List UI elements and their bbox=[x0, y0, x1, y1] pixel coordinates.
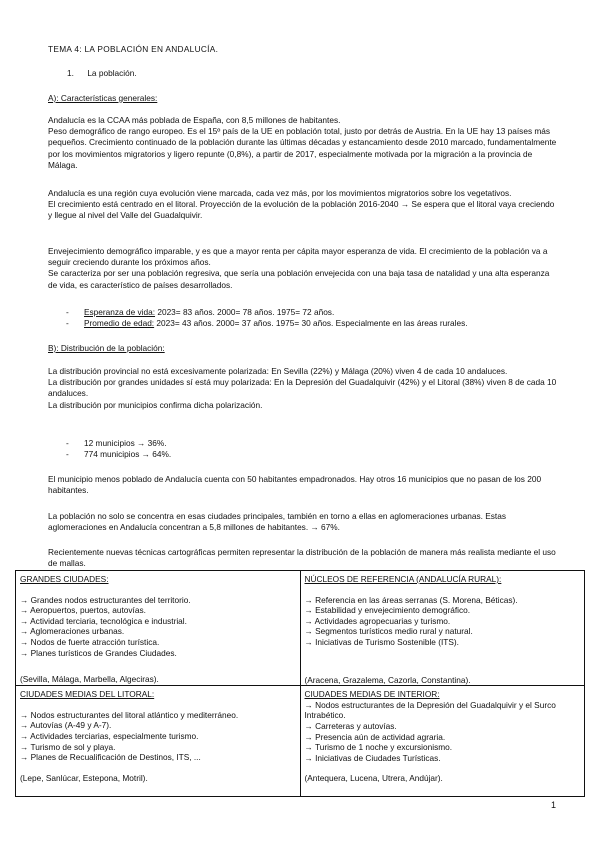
section-b-heading: B): Distribución de la población: bbox=[48, 343, 165, 353]
cell-examples: (Aracena, Grazalema, Cazorla, Constantina). bbox=[304, 674, 471, 685]
paragraph-text: La distribución por municipios confirma dicha polarización. bbox=[48, 399, 263, 410]
paragraph-text: La población no solo se concentra en esas ciudades principales, también en torno a ellas en aglomeraciones urbanas. Estas aglomeraciones en Andalucía concentran a 5,8 millones de habitantes. → 67%. bbox=[48, 511, 506, 533]
subsection-label: La población. bbox=[87, 68, 137, 78]
list-item: → Aeropuertos, puertos, autovías. bbox=[20, 605, 146, 616]
list-item: → Carreteras y autovías. bbox=[304, 720, 397, 731]
section-b-paragraph-2 bbox=[48, 474, 560, 496]
list-item: → Planes turísticos de Grandes Ciudades. bbox=[20, 647, 177, 658]
section-a-heading: A): Características generales: bbox=[48, 93, 158, 103]
page-number: 1 bbox=[551, 800, 557, 810]
subsection-title bbox=[67, 68, 137, 79]
list-item: → Estabilidad y envejecimiento demográfico. bbox=[304, 605, 471, 616]
list-item: → Nodos estructurantes del litoral atlántico y mediterráneo. bbox=[20, 709, 239, 720]
bullet-label: Esperanza de vida: bbox=[84, 307, 156, 317]
paragraph-text: La distribución por grandes unidades sí está muy polarizada: En la Depresión del Guadalquivir (42%) y el Litoral (38%) viven 8 de cada 10 andaluces. bbox=[48, 377, 557, 399]
paragraph-text: El crecimiento está centrado en el litoral. Proyección de la evolución de la población 2016-2040 → Se espera que el litoral vaya creciendo y llegue al nivel del Valle del Guadalquivir. bbox=[48, 199, 555, 221]
document-title: TEMA 4: LA POBLACIÓN EN ANDALUCÍA. bbox=[48, 44, 219, 54]
list-item: → Grandes nodos estructurantes del territorio. bbox=[20, 594, 191, 605]
bullet-text: 2023= 43 años. 2000= 37 años. 1975= 30 años. Especialmente en las áreas rurales. bbox=[154, 318, 468, 329]
list-item: → Aglomeraciones urbanas. bbox=[20, 626, 125, 637]
section-b-paragraph-3 bbox=[48, 511, 560, 533]
list-item: → Planes de Recualificación de Destinos, ITS, ... bbox=[20, 752, 201, 763]
section-a-bullet-list bbox=[66, 307, 546, 329]
list-item: - 774 municipios → 64%. bbox=[66, 449, 546, 460]
cell-examples: (Antequera, Lucena, Utrera, Andújar). bbox=[304, 773, 443, 784]
paragraph-text: El municipio menos poblado de Andalucía cuenta con 50 habitantes empadronados. Hay otros 16 municipios que no pasan de los 200 habitantes. bbox=[48, 474, 542, 496]
paragraph-text: Recientemente nuevas técnicas cartográficas permiten representar la distribución de la población de manera más realista mediante el uso de mallas. bbox=[48, 547, 556, 569]
cell-title: GRANDES CIUDADES: bbox=[20, 574, 109, 584]
subsection-number: 1. bbox=[67, 68, 74, 78]
cell-title: CIUDADES MEDIAS DEL LITORAL: bbox=[20, 689, 155, 700]
list-item: → Nodos estructurantes de la Depresión del Guadalquivir y el Surco Intrabético. bbox=[304, 699, 556, 721]
cell-examples: (Sevilla, Málaga, Marbella, Algeciras). bbox=[20, 674, 159, 685]
paragraph-text: Envejecimiento demográfico imparable, y es que a mayor renta per cápita mayor esperanza de vida. El crecimiento de la población va a seguir creciendo durante los próximos años. bbox=[48, 246, 548, 268]
section-b-paragraph-1 bbox=[48, 366, 560, 411]
list-item bbox=[66, 318, 546, 329]
list-item: → Turismo de 1 noche y excursionismo. bbox=[304, 742, 453, 753]
section-b-bullet-list bbox=[66, 438, 546, 460]
list-item: → Actividad terciaria, tecnológica e industrial. bbox=[20, 615, 187, 626]
list-item: → Iniciativas de Turismo Sostenible (ITS). bbox=[304, 636, 459, 647]
list-item: → Presencia aún de actividad agraria. bbox=[304, 731, 446, 742]
table-cell-grandes-ciudades bbox=[16, 571, 301, 686]
list-item: → Nodos de fuerte atracción turística. bbox=[20, 636, 160, 647]
list-item: → Turismo de sol y playa. bbox=[20, 741, 116, 752]
list-item: → Iniciativas de Ciudades Turísticas. bbox=[304, 752, 441, 763]
list-item: - 12 municipios → 36%. bbox=[66, 438, 546, 449]
paragraph-text: Andalucía es la CCAA más poblada de España, con 8,5 millones de habitantes. bbox=[48, 115, 341, 125]
bullet-label: Promedio de edad: bbox=[84, 318, 155, 329]
paragraph-text: Peso demográfico de rango europeo. Es el 15º país de la UE en población total, justo por detrás de Austria. En la UE hay 13 países más pequeños. Crecimiento continuado de la población durante las últimas décadas y estancamiento desde 2010 marcado, fundamentalmente por los movimientos migratorios y ligero repunte (0,8%), a partir de 2017, especialmente motivada por la migración a la provincia de Málaga. bbox=[48, 126, 557, 170]
section-b-paragraph-4 bbox=[48, 547, 560, 569]
list-item: → Actividades terciarias, especialmente turismo. bbox=[20, 730, 199, 741]
list-item: → Autovías (A-49 y A-7). bbox=[20, 720, 112, 731]
list-item: → Actividades agropecuarias y turismo. bbox=[304, 615, 451, 626]
section-a-paragraph-2 bbox=[48, 188, 560, 222]
cell-title: NÚCLEOS DE REFERENCIA (ANDALUCÍA RURAL): bbox=[304, 574, 502, 584]
paragraph-text: Andalucía es una región cuya evolución viene marcada, cada vez más, por los movimientos migratorios sobre los vegetativos. bbox=[48, 188, 512, 198]
list-item bbox=[66, 307, 546, 318]
list-item: → Referencia en las áreas serranas (S. Morena, Béticas). bbox=[304, 594, 518, 605]
bullet-text: 2023= 83 años. 2000= 78 años. 1975= 72 años. bbox=[155, 307, 335, 317]
cell-title: CIUDADES MEDIAS DE INTERIOR: bbox=[304, 689, 440, 700]
table-cell-nucleos-rurales bbox=[300, 571, 585, 686]
paragraph-text: Se caracteriza por ser una población regresiva, que sería una población envejecida con una baja tasa de natalidad y una alta esperanza de vida, es característico de países desarrollados. bbox=[48, 268, 550, 290]
cell-examples: (Lepe, Sanlúcar, Estepona, Motril). bbox=[20, 772, 148, 783]
list-item: → Segmentos turísticos medio rural y natural. bbox=[304, 626, 473, 637]
table-cell-ciudades-interior bbox=[300, 686, 585, 797]
table-cell-ciudades-litoral bbox=[16, 686, 301, 797]
section-a-paragraph-1 bbox=[48, 115, 560, 171]
section-a-paragraph-3 bbox=[48, 246, 560, 291]
city-types-table bbox=[15, 570, 585, 797]
paragraph-text: La distribución provincial no está excesivamente polarizada: En Sevilla (22%) y Málaga (20%) viven 4 de cada 10 andaluces. bbox=[48, 366, 508, 376]
